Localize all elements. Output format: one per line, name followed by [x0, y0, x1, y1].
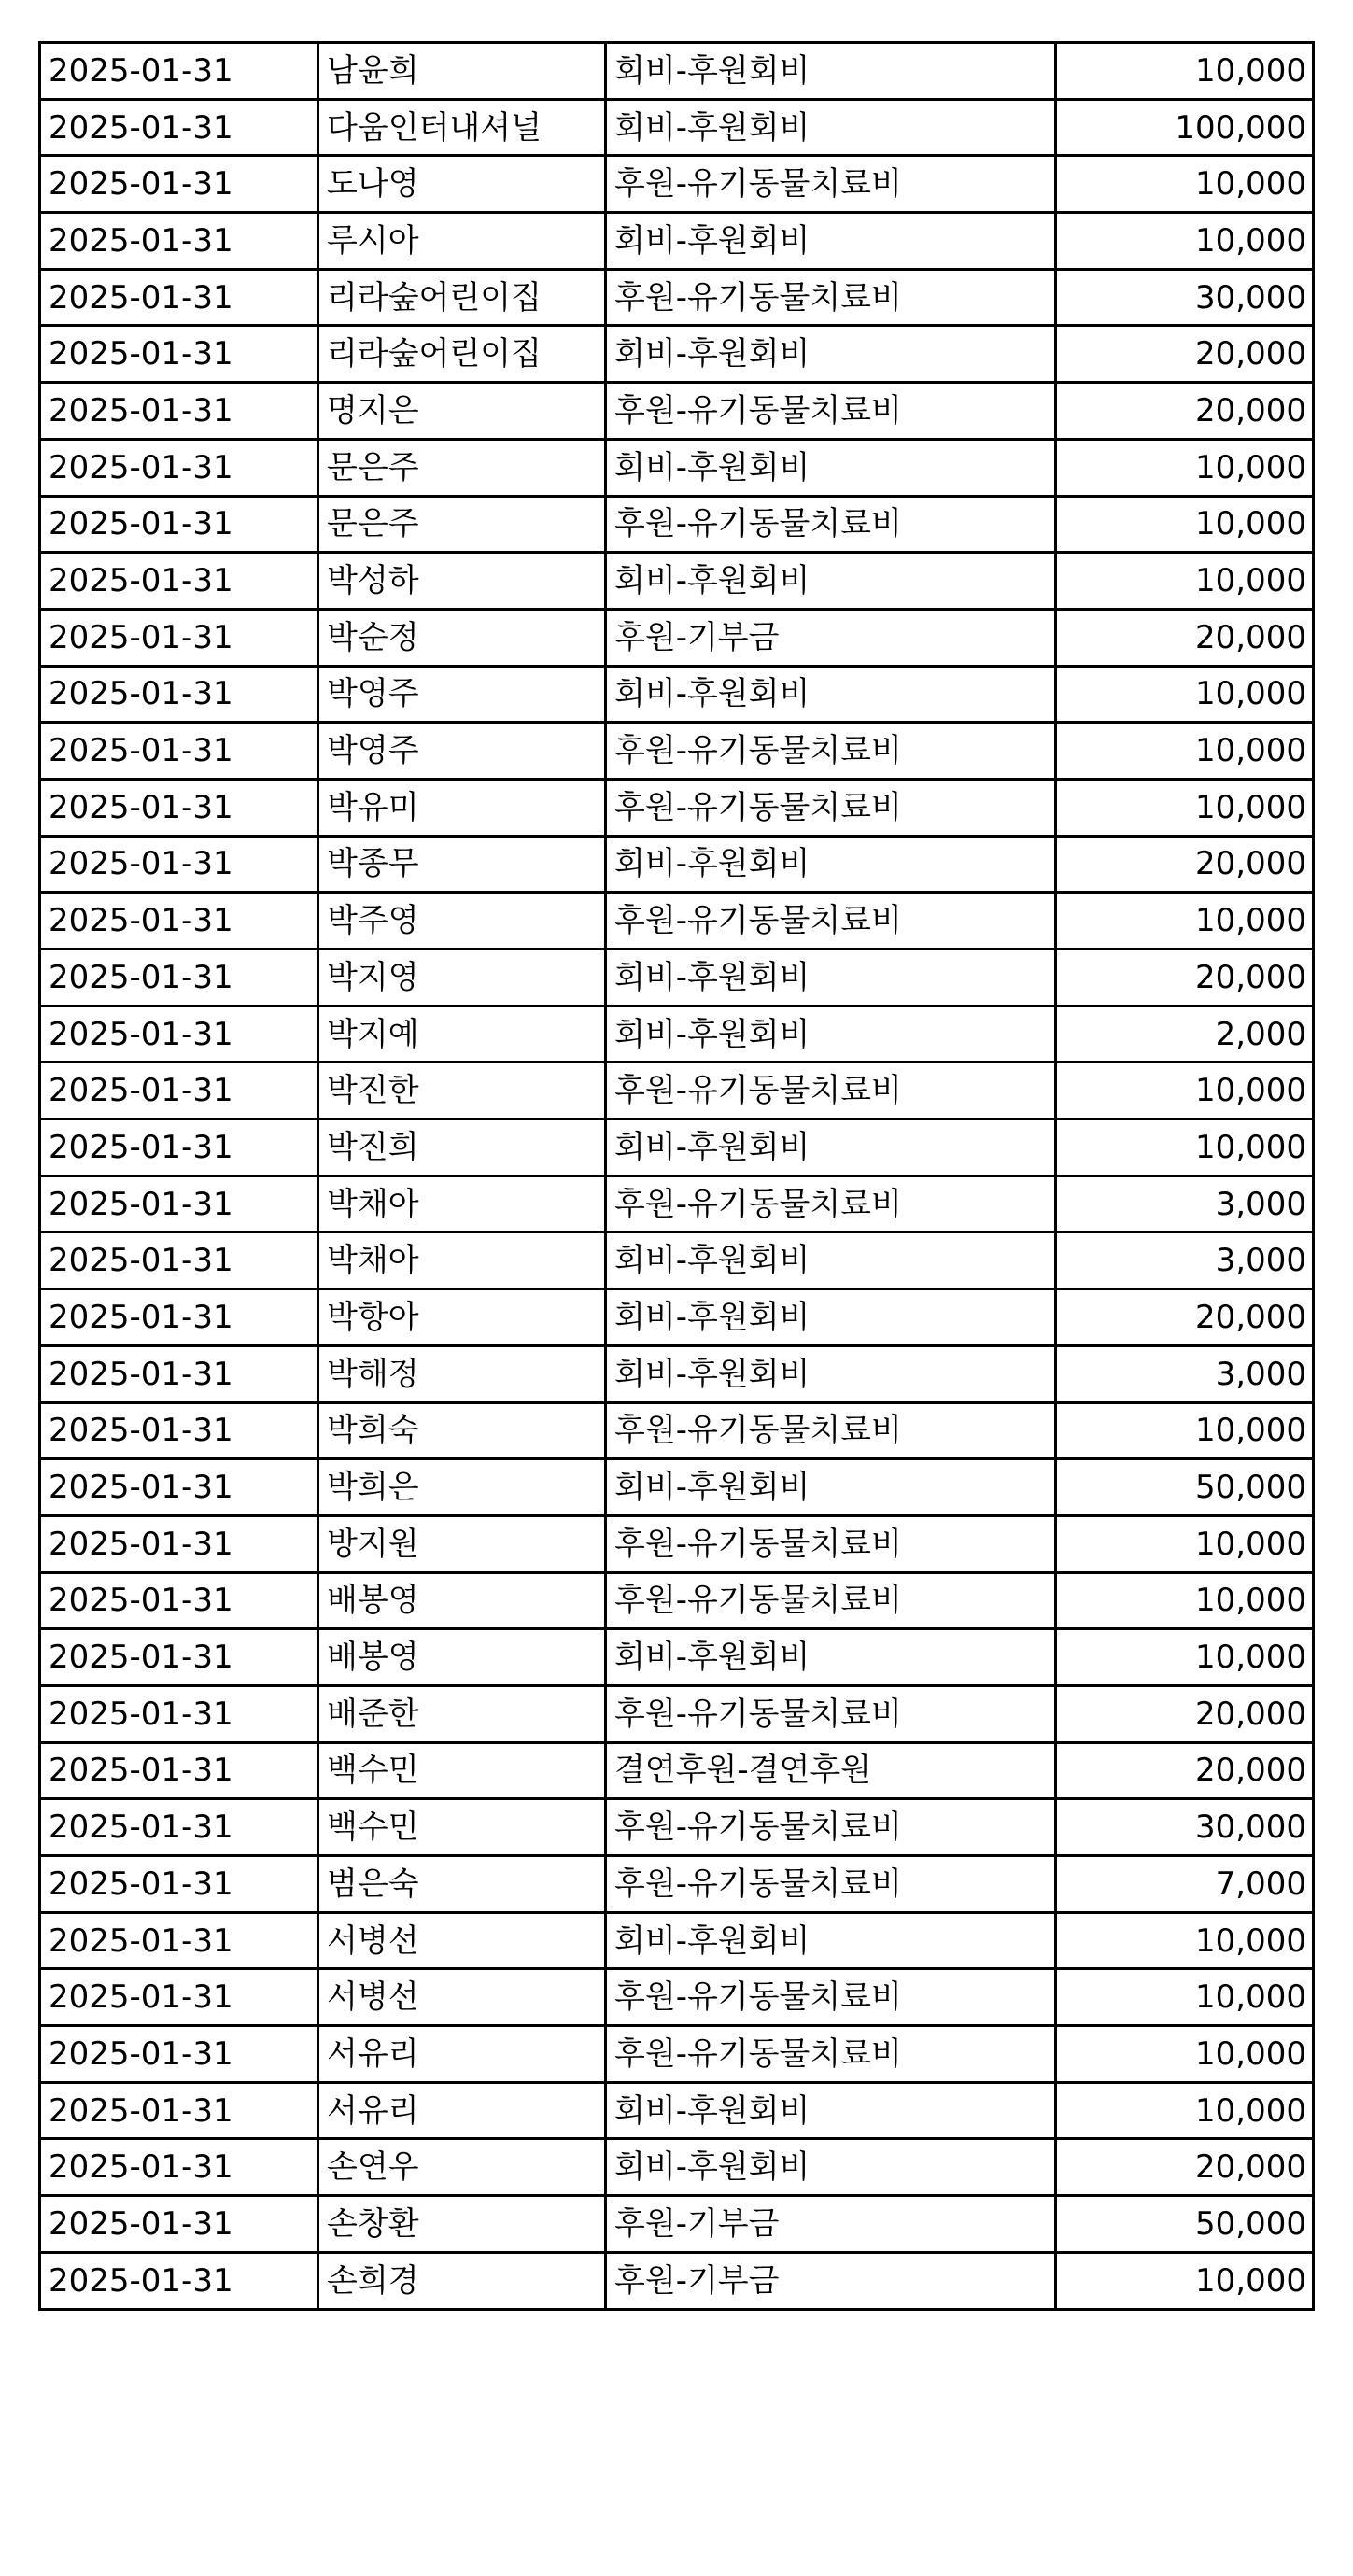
name-cell: 배봉영 — [318, 1572, 606, 1629]
date-cell: 2025-01-31 — [40, 326, 318, 383]
amount-cell: 10,000 — [1056, 553, 1314, 610]
name-cell: 백수민 — [318, 1742, 606, 1799]
name-cell: 손연우 — [318, 2139, 606, 2196]
table-row — [40, 1969, 1314, 2026]
table-row — [40, 2082, 1314, 2139]
name-cell: 손희경 — [318, 2252, 606, 2309]
name-cell: 도나영 — [318, 156, 606, 213]
date-cell: 2025-01-31 — [40, 156, 318, 213]
name-cell: 박진희 — [318, 1119, 606, 1176]
table-row — [40, 893, 1314, 950]
table-row — [40, 1459, 1314, 1516]
name-cell: 리라숲어린이집 — [318, 269, 606, 326]
amount-cell: 3,000 — [1056, 1232, 1314, 1289]
category-cell: 후원-유기동물치료비 — [606, 1969, 1056, 2026]
name-cell: 박성하 — [318, 553, 606, 610]
name-cell: 박진한 — [318, 1063, 606, 1119]
name-cell: 범은숙 — [318, 1856, 606, 1913]
date-cell: 2025-01-31 — [40, 2026, 318, 2083]
name-cell: 박항아 — [318, 1289, 606, 1346]
amount-cell: 10,000 — [1056, 156, 1314, 213]
category-cell: 후원-유기동물치료비 — [606, 1063, 1056, 1119]
name-cell: 박채아 — [318, 1232, 606, 1289]
amount-cell: 10,000 — [1056, 1572, 1314, 1629]
amount-cell: 2,000 — [1056, 1006, 1314, 1063]
category-cell: 후원-기부금 — [606, 2252, 1056, 2309]
category-cell: 회비-후원회비 — [606, 1629, 1056, 1686]
category-cell: 후원-유기동물치료비 — [606, 269, 1056, 326]
category-cell: 회비-후원회비 — [606, 1006, 1056, 1063]
amount-cell: 20,000 — [1056, 2139, 1314, 2196]
amount-cell: 7,000 — [1056, 1856, 1314, 1913]
table-row — [40, 1685, 1314, 1742]
date-cell: 2025-01-31 — [40, 2252, 318, 2309]
date-cell: 2025-01-31 — [40, 496, 318, 553]
table-row — [40, 666, 1314, 723]
table-row — [40, 836, 1314, 893]
name-cell: 배준한 — [318, 1685, 606, 1742]
category-cell: 후원-기부금 — [606, 2196, 1056, 2253]
name-cell: 손창환 — [318, 2196, 606, 2253]
category-cell: 회비-후원회비 — [606, 213, 1056, 270]
amount-cell: 10,000 — [1056, 779, 1314, 836]
date-cell: 2025-01-31 — [40, 269, 318, 326]
amount-cell: 10,000 — [1056, 666, 1314, 723]
table-row — [40, 950, 1314, 1006]
table-row — [40, 2139, 1314, 2196]
ledger-table — [38, 41, 1315, 2311]
amount-cell: 10,000 — [1056, 1402, 1314, 1459]
name-cell: 박희숙 — [318, 1402, 606, 1459]
table-row — [40, 1006, 1314, 1063]
name-cell: 배봉영 — [318, 1629, 606, 1686]
amount-cell: 50,000 — [1056, 2196, 1314, 2253]
ledger-body — [40, 43, 1314, 2310]
table-row — [40, 1232, 1314, 1289]
name-cell: 박영주 — [318, 723, 606, 780]
date-cell: 2025-01-31 — [40, 1629, 318, 1686]
date-cell: 2025-01-31 — [40, 1685, 318, 1742]
name-cell: 명지은 — [318, 383, 606, 440]
category-cell: 후원-유기동물치료비 — [606, 723, 1056, 780]
date-cell: 2025-01-31 — [40, 1289, 318, 1346]
date-cell: 2025-01-31 — [40, 1459, 318, 1516]
date-cell: 2025-01-31 — [40, 609, 318, 666]
amount-cell: 10,000 — [1056, 439, 1314, 496]
date-cell: 2025-01-31 — [40, 1799, 318, 1856]
name-cell: 루시아 — [318, 213, 606, 270]
category-cell: 후원-유기동물치료비 — [606, 779, 1056, 836]
amount-cell: 10,000 — [1056, 213, 1314, 270]
amount-cell: 50,000 — [1056, 1459, 1314, 1516]
amount-cell: 10,000 — [1056, 1515, 1314, 1572]
name-cell: 박종무 — [318, 836, 606, 893]
date-cell: 2025-01-31 — [40, 893, 318, 950]
date-cell: 2025-01-31 — [40, 2139, 318, 2196]
table-row — [40, 1289, 1314, 1346]
table-row — [40, 1572, 1314, 1629]
table-row — [40, 723, 1314, 780]
table-row — [40, 213, 1314, 270]
category-cell: 후원-기부금 — [606, 609, 1056, 666]
category-cell: 후원-유기동물치료비 — [606, 156, 1056, 213]
table-row — [40, 383, 1314, 440]
table-row — [40, 2026, 1314, 2083]
amount-cell: 10,000 — [1056, 893, 1314, 950]
category-cell: 회비-후원회비 — [606, 950, 1056, 1006]
table-row — [40, 1175, 1314, 1232]
name-cell: 서유리 — [318, 2082, 606, 2139]
amount-cell: 20,000 — [1056, 836, 1314, 893]
name-cell: 방지원 — [318, 1515, 606, 1572]
date-cell: 2025-01-31 — [40, 2196, 318, 2253]
date-cell: 2025-01-31 — [40, 43, 318, 100]
name-cell: 박희은 — [318, 1459, 606, 1516]
table-row — [40, 1629, 1314, 1686]
amount-cell: 10,000 — [1056, 43, 1314, 100]
amount-cell: 10,000 — [1056, 1969, 1314, 2026]
name-cell: 남윤희 — [318, 43, 606, 100]
date-cell: 2025-01-31 — [40, 383, 318, 440]
date-cell: 2025-01-31 — [40, 723, 318, 780]
category-cell: 회비-후원회비 — [606, 326, 1056, 383]
table-row — [40, 1856, 1314, 1913]
table-row — [40, 1742, 1314, 1799]
amount-cell: 10,000 — [1056, 2026, 1314, 2083]
table-row — [40, 1799, 1314, 1856]
name-cell: 서유리 — [318, 2026, 606, 2083]
name-cell: 문은주 — [318, 496, 606, 553]
amount-cell: 10,000 — [1056, 2252, 1314, 2309]
date-cell: 2025-01-31 — [40, 1119, 318, 1176]
category-cell: 회비-후원회비 — [606, 1289, 1056, 1346]
category-cell: 후원-유기동물치료비 — [606, 383, 1056, 440]
category-cell: 후원-유기동물치료비 — [606, 1515, 1056, 1572]
category-cell: 후원-유기동물치료비 — [606, 1572, 1056, 1629]
date-cell: 2025-01-31 — [40, 1345, 318, 1402]
table-row — [40, 1119, 1314, 1176]
table-row — [40, 779, 1314, 836]
date-cell: 2025-01-31 — [40, 1856, 318, 1913]
amount-cell: 10,000 — [1056, 1629, 1314, 1686]
amount-cell: 20,000 — [1056, 1685, 1314, 1742]
name-cell: 박영주 — [318, 666, 606, 723]
name-cell: 박주영 — [318, 893, 606, 950]
category-cell: 후원-유기동물치료비 — [606, 496, 1056, 553]
date-cell: 2025-01-31 — [40, 1969, 318, 2026]
name-cell: 박유미 — [318, 779, 606, 836]
category-cell: 회비-후원회비 — [606, 439, 1056, 496]
category-cell: 회비-후원회비 — [606, 1459, 1056, 1516]
name-cell: 다움인터내셔널 — [318, 99, 606, 156]
name-cell: 서병선 — [318, 1912, 606, 1969]
amount-cell: 30,000 — [1056, 269, 1314, 326]
date-cell: 2025-01-31 — [40, 2082, 318, 2139]
category-cell: 회비-후원회비 — [606, 1232, 1056, 1289]
table-row — [40, 496, 1314, 553]
date-cell: 2025-01-31 — [40, 1232, 318, 1289]
name-cell: 박지영 — [318, 950, 606, 1006]
table-row — [40, 439, 1314, 496]
name-cell: 문은주 — [318, 439, 606, 496]
date-cell: 2025-01-31 — [40, 1742, 318, 1799]
category-cell: 후원-유기동물치료비 — [606, 893, 1056, 950]
date-cell: 2025-01-31 — [40, 213, 318, 270]
amount-cell: 20,000 — [1056, 950, 1314, 1006]
category-cell: 후원-유기동물치료비 — [606, 1856, 1056, 1913]
category-cell: 후원-유기동물치료비 — [606, 2026, 1056, 2083]
date-cell: 2025-01-31 — [40, 1006, 318, 1063]
date-cell: 2025-01-31 — [40, 1912, 318, 1969]
date-cell: 2025-01-31 — [40, 1572, 318, 1629]
category-cell: 회비-후원회비 — [606, 2139, 1056, 2196]
date-cell: 2025-01-31 — [40, 1402, 318, 1459]
donation-ledger — [38, 41, 1315, 2311]
amount-cell: 20,000 — [1056, 1742, 1314, 1799]
category-cell: 회비-후원회비 — [606, 553, 1056, 610]
table-row — [40, 553, 1314, 610]
date-cell: 2025-01-31 — [40, 1063, 318, 1119]
date-cell: 2025-01-31 — [40, 1175, 318, 1232]
name-cell: 서병선 — [318, 1969, 606, 2026]
category-cell: 결연후원-결연후원 — [606, 1742, 1056, 1799]
amount-cell: 10,000 — [1056, 2082, 1314, 2139]
category-cell: 회비-후원회비 — [606, 1912, 1056, 1969]
amount-cell: 30,000 — [1056, 1799, 1314, 1856]
amount-cell: 10,000 — [1056, 1119, 1314, 1176]
name-cell: 박지예 — [318, 1006, 606, 1063]
category-cell: 회비-후원회비 — [606, 836, 1056, 893]
date-cell: 2025-01-31 — [40, 779, 318, 836]
date-cell: 2025-01-31 — [40, 950, 318, 1006]
table-row — [40, 1345, 1314, 1402]
category-cell: 후원-유기동물치료비 — [606, 1799, 1056, 1856]
table-row — [40, 1402, 1314, 1459]
date-cell: 2025-01-31 — [40, 836, 318, 893]
category-cell: 회비-후원회비 — [606, 666, 1056, 723]
category-cell: 회비-후원회비 — [606, 1345, 1056, 1402]
amount-cell: 10,000 — [1056, 496, 1314, 553]
date-cell: 2025-01-31 — [40, 439, 318, 496]
amount-cell: 10,000 — [1056, 1912, 1314, 1969]
table-row — [40, 156, 1314, 213]
category-cell: 회비-후원회비 — [606, 99, 1056, 156]
name-cell: 리라숲어린이집 — [318, 326, 606, 383]
table-row — [40, 609, 1314, 666]
category-cell: 회비-후원회비 — [606, 2082, 1056, 2139]
category-cell: 후원-유기동물치료비 — [606, 1685, 1056, 1742]
amount-cell: 20,000 — [1056, 383, 1314, 440]
amount-cell: 20,000 — [1056, 1289, 1314, 1346]
name-cell: 백수민 — [318, 1799, 606, 1856]
table-row — [40, 99, 1314, 156]
name-cell: 박해정 — [318, 1345, 606, 1402]
date-cell: 2025-01-31 — [40, 99, 318, 156]
amount-cell: 100,000 — [1056, 99, 1314, 156]
amount-cell: 3,000 — [1056, 1345, 1314, 1402]
table-row — [40, 1912, 1314, 1969]
table-row — [40, 269, 1314, 326]
amount-cell: 20,000 — [1056, 326, 1314, 383]
name-cell: 박채아 — [318, 1175, 606, 1232]
table-row — [40, 43, 1314, 100]
amount-cell: 3,000 — [1056, 1175, 1314, 1232]
date-cell: 2025-01-31 — [40, 553, 318, 610]
amount-cell: 10,000 — [1056, 723, 1314, 780]
category-cell: 회비-후원회비 — [606, 1119, 1056, 1176]
date-cell: 2025-01-31 — [40, 666, 318, 723]
table-row — [40, 326, 1314, 383]
table-row — [40, 2252, 1314, 2309]
date-cell: 2025-01-31 — [40, 1515, 318, 1572]
name-cell: 박순정 — [318, 609, 606, 666]
category-cell: 후원-유기동물치료비 — [606, 1402, 1056, 1459]
amount-cell: 10,000 — [1056, 1063, 1314, 1119]
amount-cell: 20,000 — [1056, 609, 1314, 666]
table-row — [40, 2196, 1314, 2253]
table-row — [40, 1515, 1314, 1572]
category-cell: 후원-유기동물치료비 — [606, 1175, 1056, 1232]
table-row — [40, 1063, 1314, 1119]
category-cell: 회비-후원회비 — [606, 43, 1056, 100]
